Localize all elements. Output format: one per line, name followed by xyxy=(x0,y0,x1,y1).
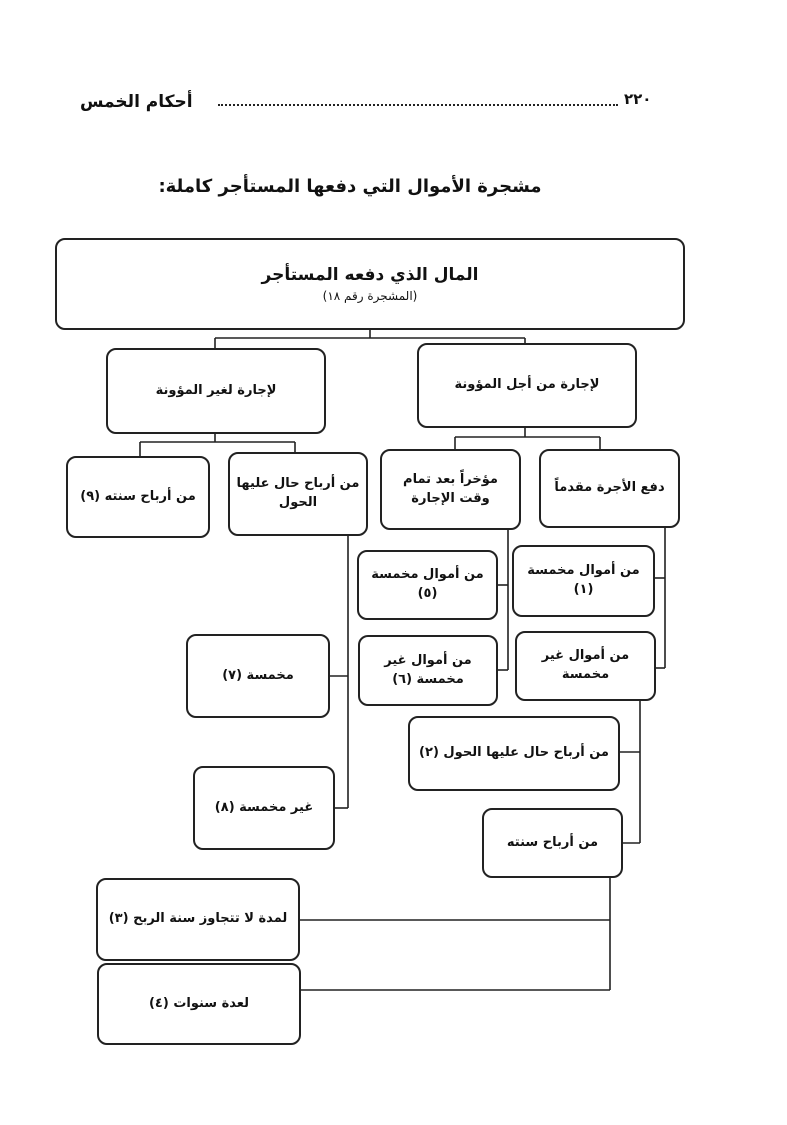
node-profits-year: من أرباح سنته xyxy=(482,808,623,878)
node-taxed-5: من أموال مخمسة (٥) xyxy=(357,550,498,620)
page-number: ٢٢٠ xyxy=(624,90,652,108)
node-several-years-4: لعدة سنوات (٤) xyxy=(97,963,301,1045)
node-untaxed-8: غير مخمسة (٨) xyxy=(193,766,335,850)
node-profits-year-9: من أرباح سنته (٩) xyxy=(66,456,210,538)
node-taxed-1: من أموال مخمسة (١) xyxy=(512,545,655,617)
running-title: أحكام الخمس xyxy=(80,92,193,112)
root-subtitle: (المشجرة رقم ١٨) xyxy=(322,288,418,303)
node-profits-year-passed-2: من أرباح حال عليها الحول (٢) xyxy=(408,716,620,791)
root-title: المال الذي دفعه المستأجر xyxy=(261,264,479,285)
node-paid-upfront: دفع الأجرة مقدماً xyxy=(539,449,680,528)
node-untaxed-6: من أموال غير مخمسة (٦) xyxy=(358,635,498,706)
node-period-under-year-3: لمدة لا تتجاوز سنة الربح (٣) xyxy=(96,878,300,961)
node-taxed-7: مخمسة (٧) xyxy=(186,634,330,718)
node-untaxed-1: من أموال غير مخمسة xyxy=(515,631,656,701)
node-lease-not-provision: لإجارة لغير المؤونة xyxy=(106,348,326,434)
node-profits-year-passed: من أرباح حال عليها الحول xyxy=(228,452,368,536)
diagram-title: مشجرة الأموال التي دفعها المستأجر كاملة: xyxy=(158,176,542,197)
node-lease-for-provision: لإجارة من أجل المؤونة xyxy=(417,343,637,428)
node-deferred: مؤخراً بعد تمام وقت الإجارة xyxy=(380,449,521,530)
root-node xyxy=(55,238,685,330)
